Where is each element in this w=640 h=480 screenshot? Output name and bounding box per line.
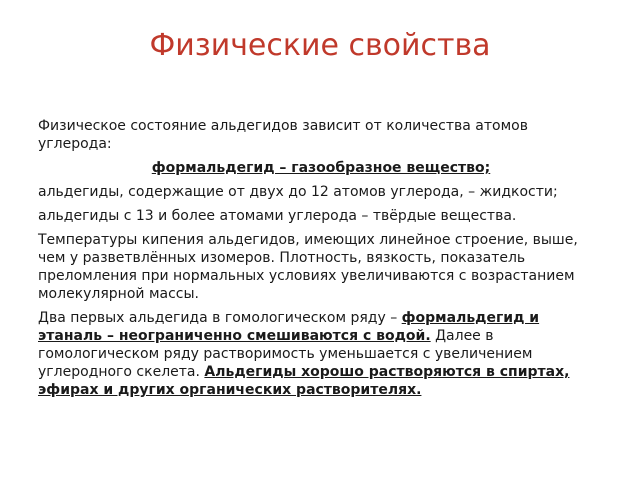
paragraph-liquids: альдегиды, содержащие от двух до 12 атомов углерода, – жидкости; [38, 184, 558, 200]
paragraph-solids: альдегиды с 13 и более атомами углерода – твёрдые вещества. [38, 208, 517, 224]
paragraph-formaldehyde-gas: формальдегид – газообразное вещество; [151, 160, 491, 176]
solubility-highlight-1: формальдегид и этаналь – неограниченно смешиваются с водой. [38, 310, 540, 344]
solubility-highlight-2: Альдегиды хорошо растворяются в спиртах, эфирах и других органических растворителях. [38, 364, 570, 398]
paragraph-state-intro: Физическое состояние альдегидов зависит от количества атомов углерода: [38, 118, 528, 152]
paragraph-boiling-points: Температуры кипения альдегидов, имеющих линейное строение, выше, чем у разветвлённых изомеров. Плотность, вязкость, показатель преломления при нормальных условиях увеличиваются с возрастанием молекулярной массы. [38, 232, 578, 302]
solubility-text-1: Два первых альдегида в гомологическом ряду – [38, 310, 402, 326]
paragraph-solubility [38, 309, 604, 399]
slide-title: Физические свойства [149, 28, 491, 63]
solubility-text-2: Далее в гомологическом ряду растворимость уменьшается с увеличением углеродного скелета. [38, 328, 533, 380]
slide-body [38, 117, 604, 405]
